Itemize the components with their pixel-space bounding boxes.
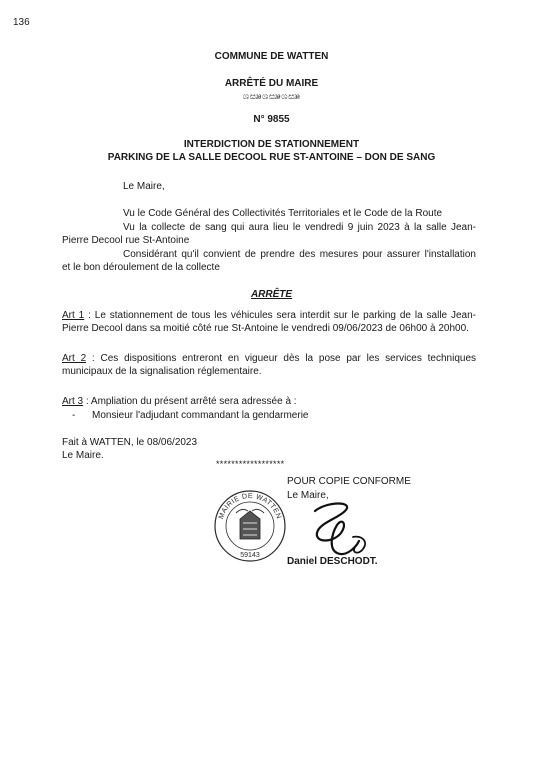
article-3-item: Monsieur l'adjudant commandant la gendarmerie <box>92 410 309 421</box>
closing-fait: Fait à WATTEN, le 08/06/2023 <box>62 437 198 448</box>
preamble-considerant-b: et le bon déroulement de la collecte <box>62 262 220 273</box>
preamble-vu-1: Vu le Code Général des Collectivités Territoriales et le Code de la Route <box>123 208 443 219</box>
preamble-considerant-a: Considérant qu'il convient de prendre des mesures pour assurer l'installation <box>123 249 476 260</box>
arrete-du-maire-title: ARRÊTÉ DU MAIRE <box>224 78 319 89</box>
subject-line-1: INTERDICTION DE STATIONNEMENT <box>183 139 360 150</box>
arrete-heading: ARRÊTE <box>250 289 293 300</box>
preamble-vu-2-a: Vu la collecte de sang qui aura lieu le vendredi 9 juin 2023 à la salle Jean- <box>123 222 476 233</box>
stamp-bottom-text: 59143 <box>240 552 260 559</box>
commune-title: COMMUNE DE WATTEN <box>214 51 329 62</box>
page-number: 136 <box>13 17 30 28</box>
certification-le-maire: Le Maire, <box>287 490 329 501</box>
closing-le-maire: Le Maire. <box>62 450 104 461</box>
article-2-line-2: municipaux de la signalisation réglementaire. <box>62 366 262 377</box>
handwritten-signature <box>297 497 387 565</box>
subject-line-2: PARKING DE LA SALLE DECOOL RUE ST-ANTOINE – DON DE SANG <box>107 152 436 163</box>
stars-separator: ****************** <box>216 459 285 469</box>
article-1 <box>62 309 476 322</box>
article-2-label: Art 2 <box>62 353 87 364</box>
article-1-text-1: : Le stationnement de tous les véhicules sera interdit sur le parking de la salle Jean- <box>84 310 476 321</box>
article-2-text-1: : Ces dispositions entreront en vigueur dès la pose par les services techniques <box>86 353 477 364</box>
article-3-item-dash: - <box>72 410 76 421</box>
pour-copie-conforme: POUR COPIE CONFORME <box>287 476 411 487</box>
article-3-label: Art 3 <box>62 396 84 407</box>
mairie-stamp <box>212 489 288 563</box>
stamp-top-text: MAIRIE DE WATTEN <box>217 492 283 521</box>
preamble-le-maire: Le Maire, <box>123 181 165 192</box>
ornament: ශඎශඎශඎ <box>242 91 301 101</box>
preamble-vu-2-b: Pierre Decool rue St-Antoine <box>62 235 190 246</box>
article-2 <box>62 352 476 365</box>
arrete-number: N° 9855 <box>253 114 290 125</box>
article-1-line-2: Pierre Decool dans sa moitié côté rue St-Antoine le vendredi 09/06/2023 de 06h00 à 20h00. <box>62 323 469 334</box>
signatory-name: Daniel DESCHODT. <box>287 556 378 567</box>
article-1-label: Art 1 <box>62 310 85 321</box>
article-3 <box>62 395 297 408</box>
article-3-text-1: : Ampliation du présent arrêté sera adressée à : <box>83 396 297 407</box>
